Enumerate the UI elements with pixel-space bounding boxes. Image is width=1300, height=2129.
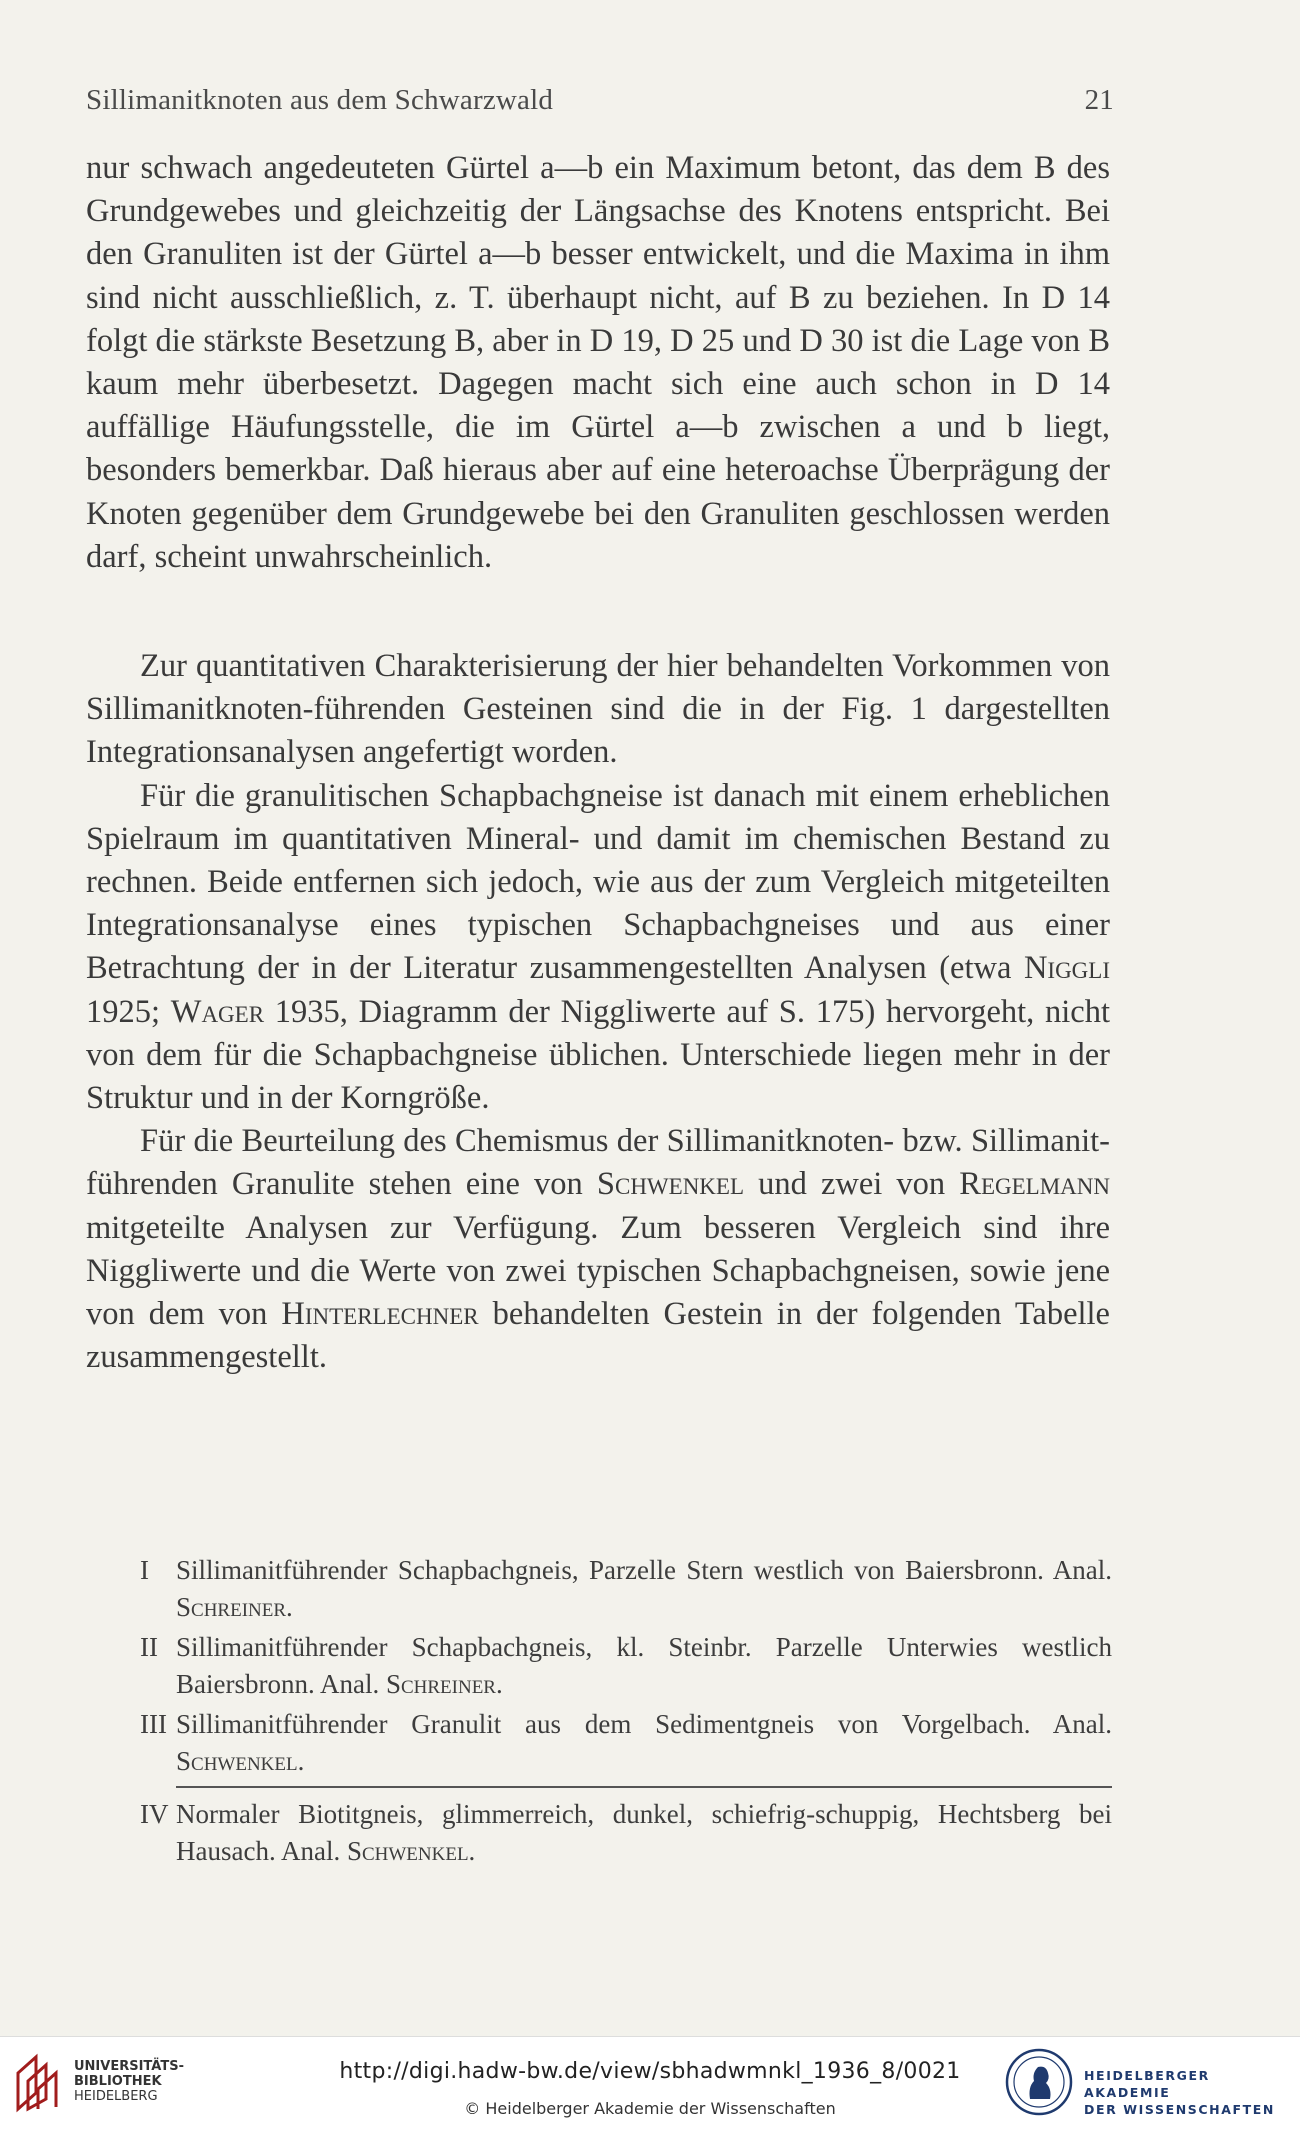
sample-analyst: Schwenkel. <box>346 1836 476 1866</box>
sample-analyst: Schreiner. <box>176 1592 293 1622</box>
sample-description <box>176 1706 1112 1780</box>
sample-number: II <box>140 1632 158 1662</box>
library-name-line: UNIVERSITÄTS- <box>74 2059 184 2074</box>
sample-number: I <box>140 1555 149 1585</box>
permalink-url[interactable]: http://digi.hadw-bw.de/view/sbhadwmnkl_1936_8/0021 <box>339 2059 961 2084</box>
sample-description <box>176 1629 1112 1703</box>
author-schwenkel: Schwenkel <box>596 1166 745 1203</box>
sample-item <box>140 1552 1112 1626</box>
paragraph-4-c: mitgeteilte Analysen zur Verfügung. Zum besseren Vergleich sind ihre Niggliwerte und die Werte von zwei typischen Schapbachgneisen, sowie jene von dem von <box>86 1209 1110 1333</box>
library-name-line: BIBLIOTHEK <box>74 2074 162 2089</box>
copyright-notice: © Heidelberger Akademie der Wissenschaften <box>464 2099 836 2118</box>
page-number: 21 <box>1084 84 1114 116</box>
sample-text: Sillimanitführender Schapbachgneis, kl. Steinbr. Parzelle Unterwies westlich Baiersbronn. Anal. <box>176 1632 1112 1699</box>
sample-number: III <box>140 1709 167 1739</box>
sample-text: Sillimanitführender Schapbachgneis, Parzelle Stern westlich von Baiersbronn. Anal. <box>176 1555 1112 1585</box>
paragraph-3-text: Für die granulitischen Schapbachgneise ist danach mit einem erheblichen Spielraum im quantitativen Mineral- und damit im chemischen Bestand zu rechnen. Beide entfernen sich jedoch, wie aus der zum Vergleich mitgeteilten Integrationsanalyse eines typischen Schapbachgneises und aus einer Betrachtung der in der Literatur zusammengestellten Analysen (etwa <box>86 777 1110 987</box>
author-hinterlechner: Hinterlechner <box>281 1296 479 1333</box>
sample-list <box>140 1552 1112 1873</box>
sample-item <box>140 1629 1112 1703</box>
sample-description <box>176 1552 1112 1626</box>
paragraph-3 <box>86 775 1110 1121</box>
paragraph-2: Zur quantitativen Charakterisierung der hier behandelten Vorkommen von Sillimanitknoten-führenden Gesteinen sind die in der Fig. 1 dargestellten Integrationsanalysen angefertigt worden. <box>86 648 1110 771</box>
sample-analyst: Schwenkel. <box>176 1746 305 1776</box>
sample-analyst: Schreiner. <box>385 1669 503 1699</box>
sample-text: Sillimanitführender Granulit aus dem Sedimentgneis von Vorgelbach. Anal. <box>176 1709 1112 1739</box>
paragraph-4-b: und zwei von <box>758 1166 946 1203</box>
running-head-title: Sillimanitknoten aus dem Schwarzwald <box>86 84 554 116</box>
paragraph-4 <box>86 1120 1110 1379</box>
section-gap <box>86 579 1110 645</box>
academy-name-line: HEIDELBERGER AKADEMIE <box>1084 2068 1210 2100</box>
paragraph-3-mid: 1925; <box>86 993 161 1030</box>
sample-description <box>176 1796 1112 1870</box>
author-wager: Wager <box>170 993 265 1030</box>
sample-text: Normaler Biotitgneis, glimmerreich, dunkel, schiefrig-schuppig, Hechtsberg bei Hausach. Anal. <box>176 1799 1112 1866</box>
library-name-line: HEIDELBERG <box>74 2089 158 2104</box>
paragraph-1: nur schwach angedeuteten Gürtel a—b ein Maximum betont, das dem B des Grundgewebes und gleichzeitig der Längsachse des Knotens entspricht. Bei den Granuliten ist der Gürtel a—b besser entwickelt, und die Maxima in ihm sind nicht ausschließlich, z. T. überhaupt nicht, auf B zu beziehen. In D 14 folgt die stärkste Besetzung B, aber in D 19, D 25 und D 30 ist die Lage von B kaum mehr überbesetzt. Dagegen macht sich eine auch schon in D 14 auffällige Häufungsstelle, die im Gürtel a—b zwischen a und b liegt, besonders bemerkbar. Daß hieraus aber auf eine heteroachse Überprägung der Knoten gegenüber dem Grundgewebe bei den Granuliten geschlossen werden darf, scheint unwahrscheinlich. <box>86 150 1110 575</box>
sample-number: IV <box>140 1799 169 1829</box>
paragraph-4-a: Für die Beurteilung des Chemismus der Sillimanitknoten- bzw. Sillimanit-führenden Granulite stehen eine von <box>86 1123 1110 1203</box>
body-text <box>86 147 1110 1379</box>
divider-rule <box>176 1786 1112 1788</box>
sample-item <box>140 1706 1112 1780</box>
paragraph-3-end: 1935, Diagramm der Niggliwerte auf S. 175) hervorgeht, nicht von dem für die Schapbachgneise üblichen. Unterschiede liegen mehr in der Struktur und in der Korngröße. <box>86 993 1111 1117</box>
running-head <box>86 84 1114 117</box>
sample-item <box>140 1796 1112 1870</box>
digitization-footer <box>0 2036 1300 2129</box>
author-niggli: Niggli <box>1023 950 1110 987</box>
paragraph-4-d: behandelten Gestein in der folgenden Tabelle zusammengestellt. <box>86 1296 1110 1376</box>
academy-name-line: DER WISSENSCHAFTEN <box>1084 2102 1275 2117</box>
academy-seal-icon <box>1004 2047 1074 2117</box>
academy-name <box>1084 2067 1300 2118</box>
author-regelmann: Regelmann <box>959 1166 1111 1203</box>
